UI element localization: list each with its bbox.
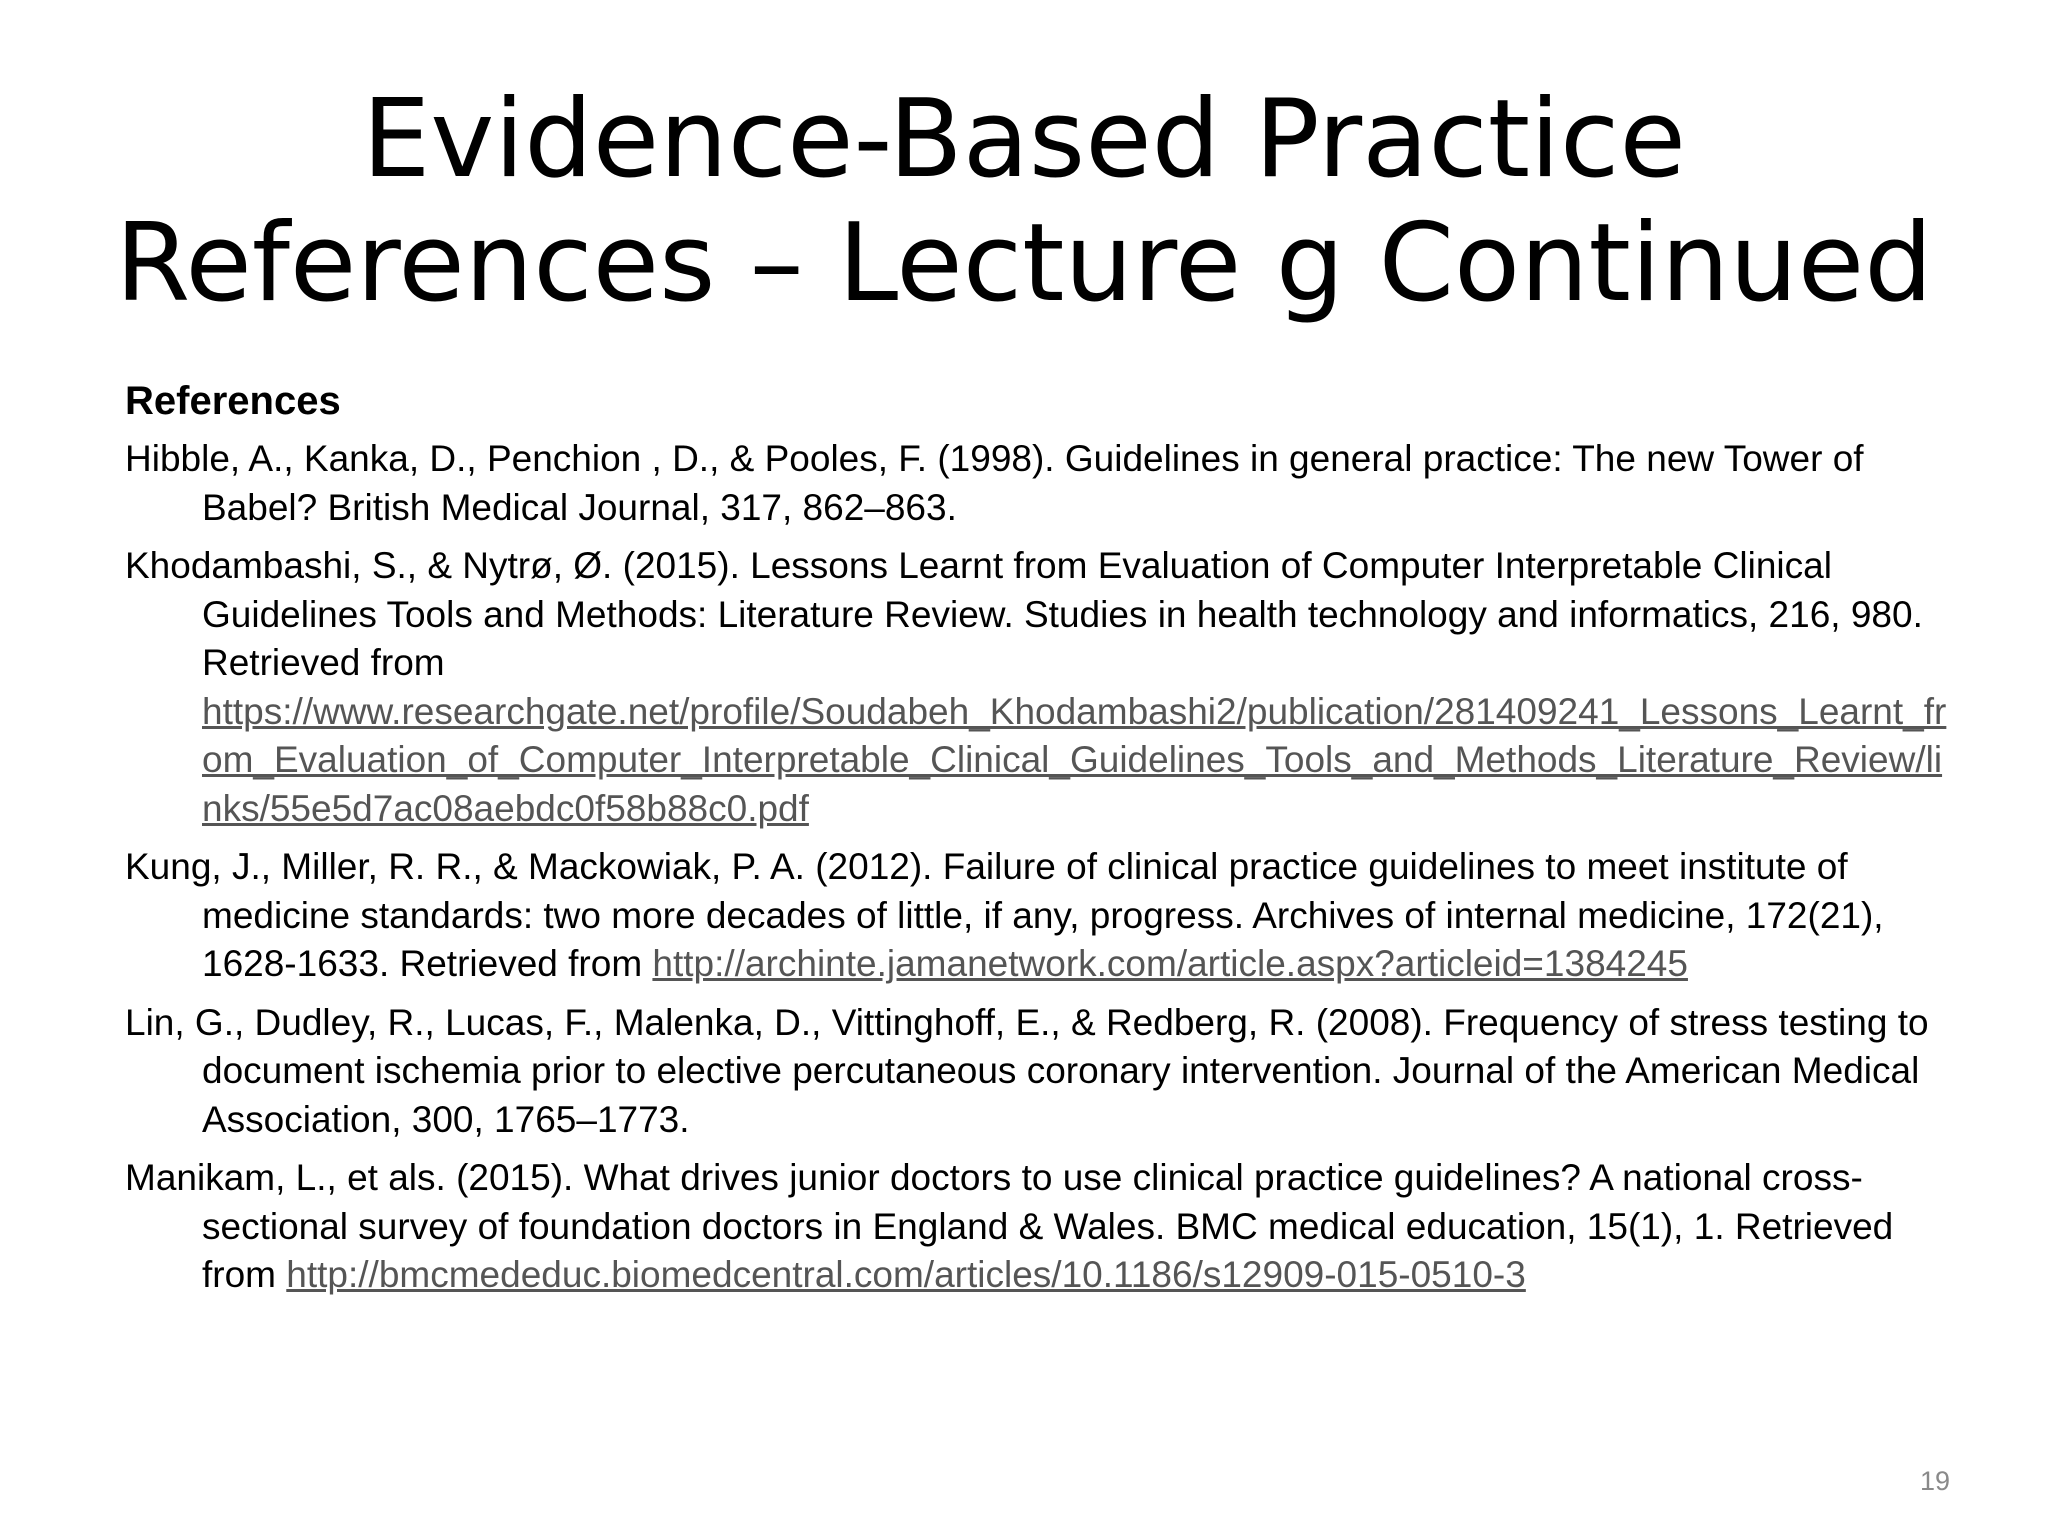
reference-text: Kung, J., Miller, R. R., & Mackowiak, P. A. (2012). Failure of clinical practice guidelines to meet institute of medicine standards: two more decades of little, if any, progress. Archives of internal medicine, 172(21), 1628-1633. Retrieved from bbox=[125, 846, 1884, 984]
reference-item-khodambashi bbox=[125, 542, 1955, 833]
page-number: 19 bbox=[1919, 1466, 1950, 1496]
reference-text: Hibble, A., Kanka, D., Penchion , D., & Pooles, F. (1998). Guidelines in general practice: The new Tower of Babel? British Medical Journal, 317, 862–863. bbox=[125, 438, 1864, 528]
reference-text: Lin, G., Dudley, R., Lucas, F., Malenka, D., Vittinghoff, E., & Redberg, R. (2008). Frequency of stress testing to document ischemia prior to elective percutaneous coronary intervention. Journal of the American Medical Association, 300, 1765–1773. bbox=[125, 1001, 1929, 1140]
reference-item-manikam bbox=[125, 1154, 1955, 1300]
reference-link-researchgate[interactable]: https://www.researchgate.net/profile/Soudabeh_Khodambashi2/publication/281409241_Lessons_Learnt_from_Evaluation_of_Computer_Interpretable_Clinical_Guidelines_Tools_and_Methods_Literature_Review/links/55e5d7ac08aebdc0f58b88c0.pdf bbox=[202, 690, 1947, 829]
references-content bbox=[125, 375, 1955, 1310]
slide-title bbox=[0, 78, 2048, 326]
reference-text: Khodambashi, S., & Nytrø, Ø. (2015). Lessons Learnt from Evaluation of Computer Interpretable Clinical Guidelines Tools and Methods: Literature Review. Studies in health technology and informatics, 216, 980. Retrieved from bbox=[125, 545, 1923, 683]
reference-text: Manikam, L., et als. (2015). What drives junior doctors to use clinical practice guidelines? A national cross-sectional survey of foundation doctors in England & Wales. BMC medical education, 15(1), 1. Retrieved from bbox=[125, 1157, 1894, 1295]
reference-item-hibble bbox=[125, 435, 1955, 532]
reference-item-kung bbox=[125, 843, 1955, 989]
reference-link-biomedcentral[interactable]: http://bmcmededuc.biomedcentral.com/articles/10.1186/s12909-015-0510-3 bbox=[286, 1254, 1526, 1295]
slide-title-line-1: Evidence-Based Practice bbox=[362, 77, 1686, 202]
reference-item-lin bbox=[125, 999, 1955, 1145]
slide-title-line-2: References – Lecture g Continued bbox=[115, 201, 1933, 326]
references-heading: References bbox=[125, 379, 341, 423]
reference-link-jamanetwork[interactable]: http://archinte.jamanetwork.com/article.aspx?articleid=1384245 bbox=[652, 943, 1688, 984]
